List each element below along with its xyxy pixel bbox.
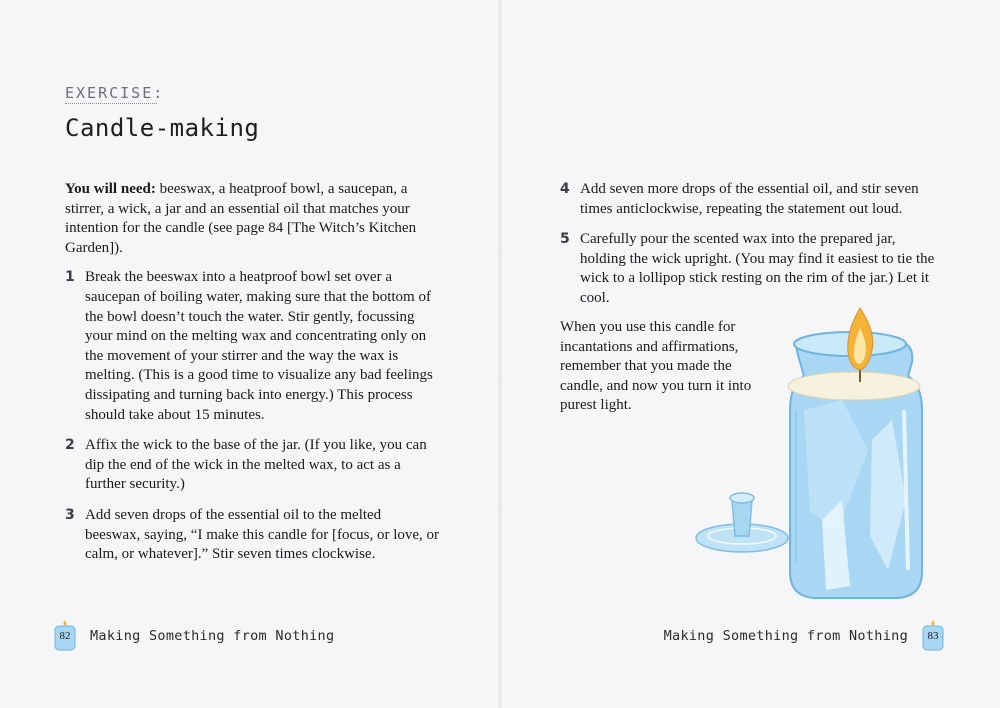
step-text: Add seven more drops of the essential oil, and stir seven times anticlockwise, repeating the statement out loud.	[580, 181, 919, 217]
step-text: Carefully pour the scented wax into the prepared jar, holding the wick upright. (You may find it easiest to tie the wick to a lollipop stick resting on the rim of the jar.) Let it cool.	[580, 231, 935, 306]
page-number-left: 82	[59, 630, 71, 642]
kicker-underline	[65, 103, 157, 104]
page-number-left-wrap	[52, 620, 78, 652]
step-number: 2	[65, 437, 75, 454]
step-number: 5	[560, 231, 570, 248]
step-text: Add seven drops of the essential oil to the melted beeswax, saying, “I make this candle for [focus, or love, or calm, or whatever].” Stir seven times clockwise.	[85, 506, 440, 563]
candle-jar-illustration	[692, 300, 932, 605]
page-number-right-wrap	[920, 620, 946, 652]
page-number-right: 83	[927, 630, 939, 642]
step-number: 4	[560, 181, 570, 197]
right-column	[560, 180, 935, 320]
step-item	[560, 180, 935, 219]
step-item	[560, 230, 935, 308]
step-text: Break the beeswax into a heatproof bowl set over a saucepan of boiling water, making sure that the bottom of the bowl doesn’t touch the water. Stir gently, focussing your mind on the melting wax and concentrating only on the movement of your stirrer and the way the wax is melting. (This is a good time to visualize any bad feelings dissipating and turning back into energy.) This process should take about 15 minutes.	[85, 269, 433, 423]
step-item	[65, 506, 440, 565]
page-title: Candle-making	[65, 114, 260, 142]
step-number: 1	[65, 269, 75, 286]
step-text: Affix the wick to the base of the jar. (If you like, you can dip the end of the wick in the melted wax, to act as a further security.)	[85, 437, 427, 493]
page-gutter	[498, 0, 502, 708]
intro-paragraph	[65, 180, 440, 258]
running-footer-right: Making Something from Nothing	[663, 628, 908, 644]
step-item	[65, 436, 440, 495]
left-column	[65, 180, 440, 576]
closing-paragraph: When you use this candle for incantations and affirmations, remember that you made the candle, and now you turn it into purest light.	[560, 319, 752, 414]
step-number: 3	[65, 506, 75, 523]
exercise-kicker: EXERCISE:	[65, 84, 165, 102]
step-item	[65, 268, 440, 425]
intro-text: beeswax, a heatproof bowl, a saucepan, a stirrer, a wick, a jar and an essential oil that matches your intention for the candle (see page 84 [The Witch’s Kitchen Garden]).	[65, 181, 417, 256]
running-footer-left: Making Something from Nothing	[90, 628, 335, 644]
intro-lead: You will need:	[65, 181, 156, 197]
